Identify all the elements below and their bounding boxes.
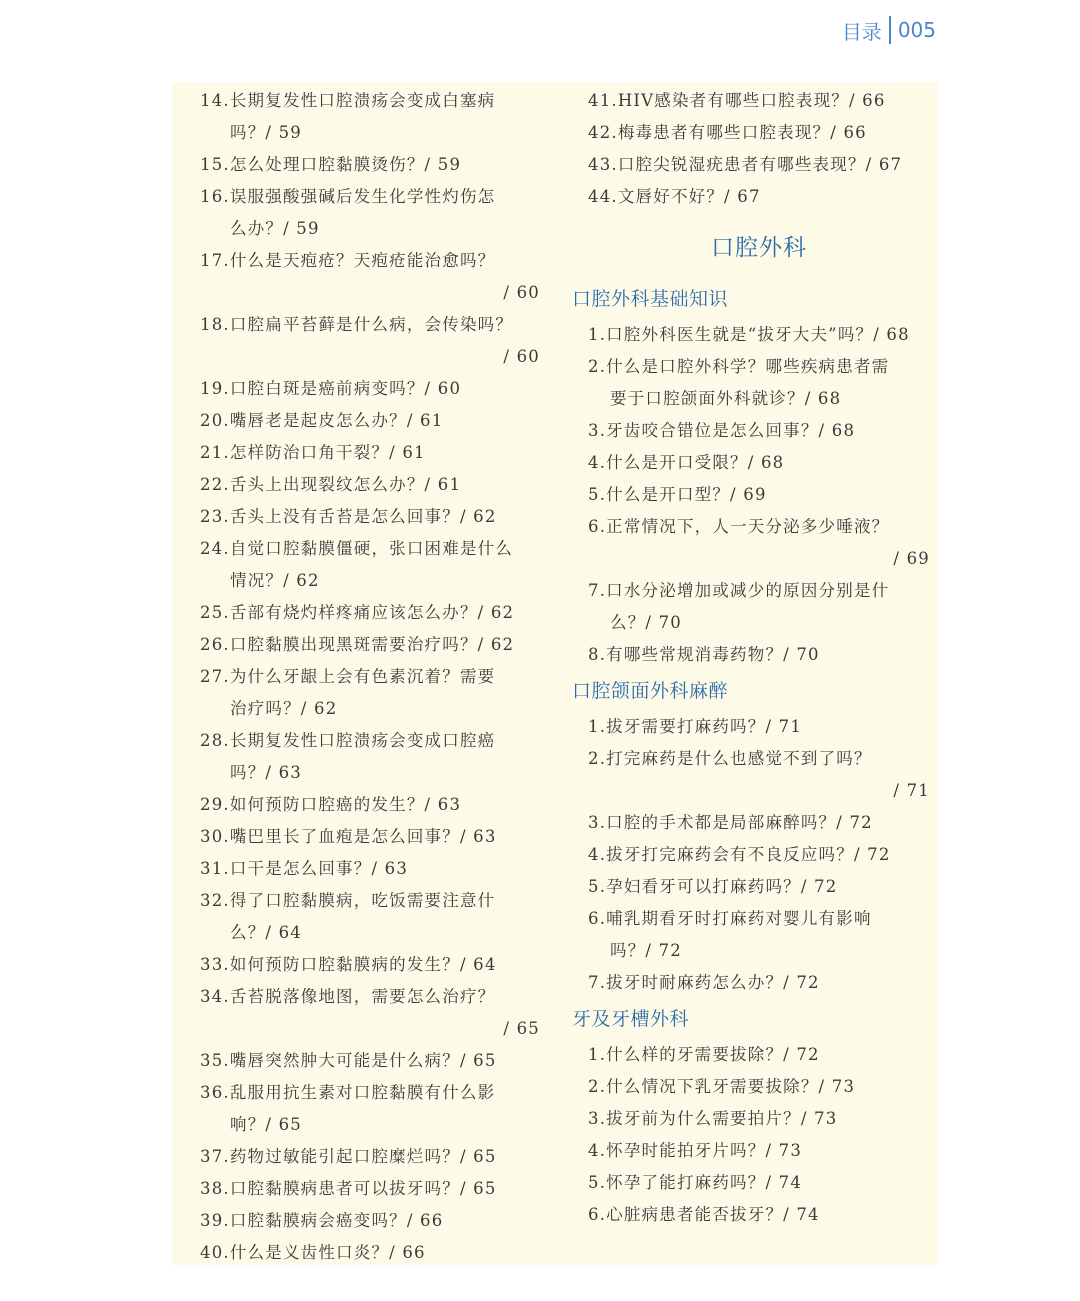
toc-entry[interactable] [200, 181, 540, 245]
toc-entry-line: 3.牙齿咬合错位是怎么回事？/ 68 [588, 421, 856, 440]
toc-entry[interactable] [200, 725, 540, 789]
page-header [842, 14, 936, 46]
toc-entry[interactable] [588, 181, 930, 213]
toc-entry-line: 5.孕妇看牙可以打麻药吗？/ 72 [588, 877, 838, 896]
toc-entry-line: 1.口腔外科医生就是“拔牙大夫”吗？/ 68 [588, 325, 910, 344]
toc-entry[interactable] [588, 711, 930, 743]
toc-entry[interactable] [200, 885, 540, 949]
toc-entry-line: 37.药物过敏能引起口腔糜烂吗？/ 65 [200, 1147, 497, 1166]
toc-entry[interactable] [200, 149, 540, 181]
toc-entry[interactable] [588, 479, 930, 511]
toc-entry[interactable] [588, 149, 930, 181]
toc-entry-line: 31.口干是怎么回事？/ 63 [200, 859, 409, 878]
toc-entry-line: 6.哺乳期看牙时打麻药对婴儿有影响 [588, 909, 872, 928]
toc-entry[interactable] [588, 85, 930, 117]
toc-entry-line: 15.怎么处理口腔黏膜烫伤？/ 59 [200, 155, 462, 174]
toc-entry[interactable] [200, 501, 540, 533]
toc-entry-line: 20.嘴唇老是起皮怎么办？/ 61 [200, 411, 444, 430]
toc-entry[interactable] [588, 1039, 930, 1071]
toc-entry[interactable] [200, 1173, 540, 1205]
toc-entry[interactable] [588, 807, 930, 839]
toc-entry[interactable] [200, 821, 540, 853]
toc-left-column [200, 85, 540, 1269]
page-number: 005 [897, 18, 936, 42]
toc-entry[interactable] [200, 245, 540, 309]
toc-entry-line: 41.HIV感染者有哪些口腔表现？/ 66 [588, 91, 886, 110]
toc-entry[interactable] [200, 1045, 540, 1077]
toc-entry-line: 36.乱服用抗生素对口腔黏膜有什么影 [200, 1083, 496, 1102]
toc-entry-line: 44.文唇好不好？/ 67 [588, 187, 761, 206]
toc-entry[interactable] [200, 597, 540, 629]
toc-entry[interactable] [200, 661, 540, 725]
toc-entry[interactable] [588, 575, 930, 639]
toc-entry-line: 4.什么是开口受限？/ 68 [588, 453, 785, 472]
toc-entry[interactable] [200, 469, 540, 501]
toc-entry-line: 吗？/ 63 [230, 763, 302, 782]
toc-entry-line: 1.拔牙需要打麻药吗？/ 71 [588, 717, 803, 736]
toc-entry-line: 22.舌头上出现裂纹怎么办？/ 61 [200, 475, 462, 494]
toc-entry-line: 26.口腔黏膜出现黑斑需要治疗吗？/ 62 [200, 635, 515, 654]
section-title: 口腔外科 [711, 235, 807, 261]
toc-entry-line: 33.如何预防口腔黏膜病的发生？/ 64 [200, 955, 497, 974]
toc-entry-line: 7.口水分泌增加或减少的原因分别是什 [588, 581, 890, 600]
subsection-title: 口腔外科基础知识 [572, 288, 729, 310]
toc-entry[interactable] [588, 415, 930, 447]
toc-entry-line: 么办？/ 59 [230, 219, 320, 238]
toc-entry[interactable] [200, 1237, 540, 1269]
toc-entry-line: 29.如何预防口腔癌的发生？/ 63 [200, 795, 462, 814]
toc-entry-line: 7.拔牙时耐麻药怎么办？/ 72 [588, 973, 820, 992]
toc-entry-line: 14.长期复发性口腔溃疡会变成白塞病 [200, 91, 496, 110]
toc-entry-line: 2.打完麻药是什么也感觉不到了吗？ [588, 749, 872, 768]
toc-entry[interactable] [200, 405, 540, 437]
header-title: 目录 [841, 19, 882, 44]
toc-entry[interactable] [588, 639, 930, 671]
toc-entry-line: 情况？/ 62 [230, 571, 320, 590]
toc-entry[interactable] [200, 789, 540, 821]
toc-entry[interactable] [200, 949, 540, 981]
toc-entry[interactable] [200, 533, 540, 597]
toc-entry-line: 42.梅毒患者有哪些口腔表现？/ 66 [588, 123, 867, 142]
toc-entry-line: / 60 [503, 347, 540, 366]
toc-entry[interactable] [588, 1199, 930, 1231]
toc-entry-line: 25.舌部有烧灼样疼痛应该怎么办？/ 62 [200, 603, 515, 622]
toc-entry-line: 30.嘴巴里长了血疱是怎么回事？/ 63 [200, 827, 497, 846]
toc-entry[interactable] [588, 903, 930, 967]
toc-entry-line: 2.什么情况下乳牙需要拔除？/ 73 [588, 1077, 856, 1096]
toc-entry[interactable] [588, 511, 930, 575]
toc-entry-line: / 60 [503, 283, 540, 302]
toc-entry[interactable] [588, 351, 930, 415]
toc-entry[interactable] [200, 1077, 540, 1141]
toc-entry-line: 5.什么是开口型？/ 69 [588, 485, 767, 504]
toc-entry-line: 24.自觉口腔黏膜僵硬，张口困难是什么 [200, 539, 514, 558]
toc-entry[interactable] [588, 1103, 930, 1135]
toc-entry[interactable] [588, 1167, 930, 1199]
toc-entry[interactable] [200, 85, 540, 149]
subsection-title: 口腔颌面外科麻醉 [572, 680, 729, 702]
toc-entry[interactable] [588, 839, 930, 871]
toc-entry[interactable] [588, 1071, 930, 1103]
toc-entry-line: 4.拔牙打完麻药会有不良反应吗？/ 72 [588, 845, 891, 864]
toc-entry-line: 6.正常情况下，人一天分泌多少唾液？ [588, 517, 890, 536]
toc-entry-line: 2.什么是口腔外科学？哪些疾病患者需 [588, 357, 890, 376]
header-divider [889, 16, 891, 44]
toc-entry[interactable] [200, 1205, 540, 1237]
toc-entry-line: 1.什么样的牙需要拔除？/ 72 [588, 1045, 820, 1064]
toc-entry-line: 39.口腔黏膜病会癌变吗？/ 66 [200, 1211, 444, 1230]
toc-entry-line: 43.口腔尖锐湿疣患者有哪些表现？/ 67 [588, 155, 903, 174]
toc-entry[interactable] [200, 1141, 540, 1173]
toc-entry[interactable] [200, 373, 540, 405]
toc-entry-line: 吗？/ 72 [610, 941, 682, 960]
toc-entry[interactable] [200, 981, 540, 1045]
toc-entry-line: 18.口腔扁平苔藓是什么病，会传染吗？ [200, 315, 514, 334]
toc-entry-line: 28.长期复发性口腔溃疡会变成口腔癌 [200, 731, 496, 750]
toc-entry-line: 吗？/ 59 [230, 123, 302, 142]
toc-entry-line: 要于口腔颌面外科就诊？/ 68 [610, 389, 842, 408]
toc-entry-line: 8.有哪些常规消毒药物？/ 70 [588, 645, 820, 664]
toc-entry[interactable] [588, 447, 930, 479]
toc-entry-line: 治疗吗？/ 62 [230, 699, 338, 718]
toc-entry-line: 么？/ 70 [610, 613, 682, 632]
toc-entry-line: 5.怀孕了能打麻药吗？/ 74 [588, 1173, 803, 1192]
toc-entry-line: 38.口腔黏膜病患者可以拔牙吗？/ 65 [200, 1179, 497, 1198]
toc-entry-line: 16.误服强酸强碱后发生化学性灼伤怎 [200, 187, 496, 206]
toc-entry[interactable] [588, 117, 930, 149]
toc-entry-line: 35.嘴唇突然肿大可能是什么病？/ 65 [200, 1051, 497, 1070]
toc-entry-line: 21.怎样防治口角干裂？/ 61 [200, 443, 426, 462]
toc-entry[interactable] [588, 967, 930, 999]
toc-entry-line: 27.为什么牙龈上会有色素沉着？需要 [200, 667, 496, 686]
subsection-title: 牙及牙槽外科 [572, 1008, 690, 1030]
toc-entry-line: / 69 [893, 549, 930, 568]
toc-entry-line: 3.口腔的手术都是局部麻醉吗？/ 72 [588, 813, 873, 832]
toc-entry-line: / 71 [893, 781, 930, 800]
toc-entry-line: 32.得了口腔黏膜病，吃饭需要注意什 [200, 891, 496, 910]
toc-entry-line: 6.心脏病患者能否拔牙？/ 74 [588, 1205, 820, 1224]
toc-entry[interactable] [588, 743, 930, 807]
toc-entry[interactable] [588, 319, 930, 351]
toc-entry-line: 3.拔牙前为什么需要拍片？/ 73 [588, 1109, 838, 1128]
toc-entry-line: 4.怀孕时能拍牙片吗？/ 73 [588, 1141, 803, 1160]
toc-entry-line: 响？/ 65 [230, 1115, 302, 1134]
toc-entry[interactable] [200, 853, 540, 885]
toc-entry-line: / 65 [503, 1019, 540, 1038]
toc-entry[interactable] [200, 437, 540, 469]
toc-entry-line: 34.舌苔脱落像地图，需要怎么治疗？ [200, 987, 496, 1006]
toc-entry[interactable] [588, 1135, 930, 1167]
toc-entry-line: 40.什么是义齿性口炎？/ 66 [200, 1243, 426, 1262]
toc-entry[interactable] [588, 871, 930, 903]
toc-entry-line: 19.口腔白斑是癌前病变吗？/ 60 [200, 379, 462, 398]
toc-right-column [572, 85, 930, 1231]
toc-entry-line: 么？/ 64 [230, 923, 302, 942]
toc-entry[interactable] [200, 309, 540, 373]
toc-entry[interactable] [200, 629, 540, 661]
toc-entry-line: 23.舌头上没有舌苔是怎么回事？/ 62 [200, 507, 497, 526]
toc-entry-line: 17.什么是天疱疮？天疱疮能治愈吗？ [200, 251, 496, 270]
